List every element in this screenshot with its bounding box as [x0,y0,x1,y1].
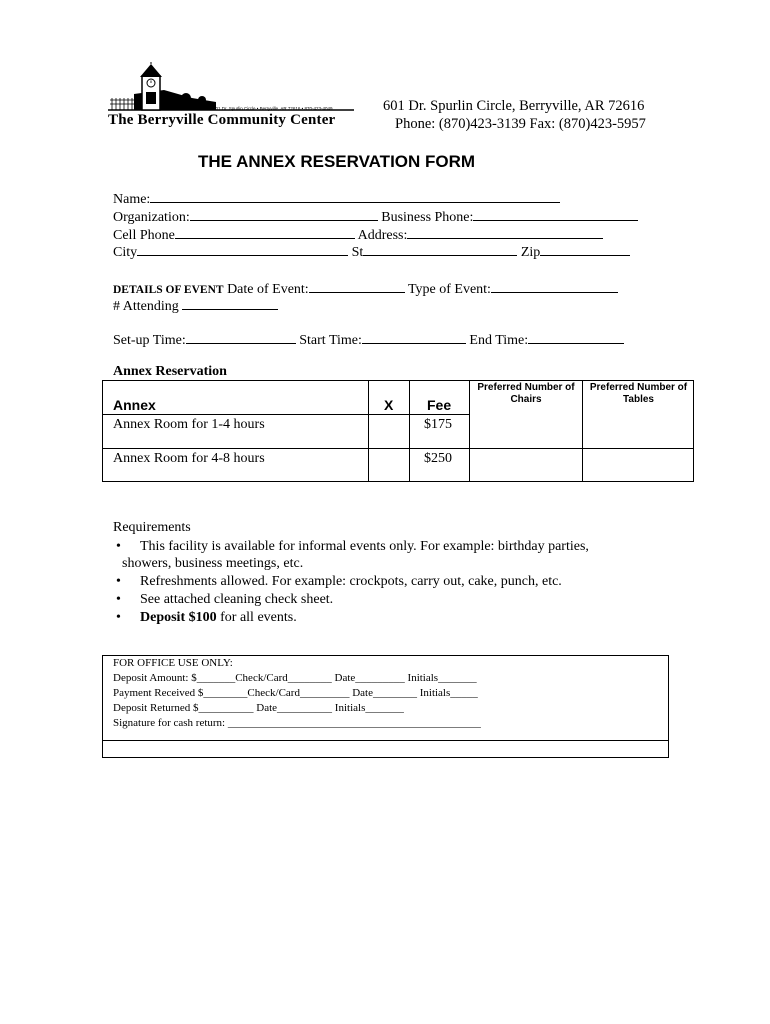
annex-reservation-title: Annex Reservation [113,364,227,379]
type-of-event-label: Type of Event: [407,282,491,297]
setup-time-label: Set-up Time: [113,333,186,348]
requirement-item-1: This facility is available for informal events only. For example: birthday parties, [140,539,589,554]
logo-small-text: 601 Dr. Spurlin Circle • Berryville, AR 72616 • 870-423-4049 [213,106,333,111]
requirement-item-4 [140,610,297,626]
cell-phone-field[interactable] [175,226,355,239]
organization-label: Organization: [113,210,190,225]
start-time-label: Start Time: [299,333,362,348]
office-deposit-returned-line: Deposit Returned $__________ Date__________ Initials_______ [113,702,404,714]
annex-row-2-label: Annex Room for 4-8 hours [113,451,265,466]
annex-row-2-select[interactable] [369,449,409,482]
logo-name: The Berryville Community Center [108,112,336,128]
state-label: St [351,245,364,260]
date-of-event-field[interactable] [309,280,405,293]
name-label: Name: [113,192,151,207]
form-title: THE ANNEX RESERVATION FORM [198,152,476,171]
fee-column-header: Fee [427,397,452,413]
times-row [113,331,624,349]
zip-field[interactable] [540,243,630,256]
address-line: 601 Dr. Spurlin Circle, Berryville, AR 72616 [383,98,645,114]
attending-label: # Attending [113,299,179,314]
name-row [113,190,560,208]
office-signature-line: Signature for cash return: ______________________________________________ [113,717,481,729]
business-phone-label: Business Phone: [381,210,474,225]
address-label: Address: [357,228,408,243]
zip-label: Zip [520,245,541,260]
bullet-icon: • [116,574,121,589]
annex-row-1-fee: $175 [424,417,452,432]
office-box-divider [102,740,669,741]
x-column-header: X [384,397,394,413]
type-of-event-field[interactable] [491,280,618,293]
annex-row-2-tables[interactable] [583,449,693,482]
requirement-item-1-cont: showers, business meetings, etc. [122,556,304,571]
date-of-event-label: Date of Event: [227,282,309,297]
name-field[interactable] [150,190,560,203]
annex-row-2-fee: $250 [424,451,452,466]
office-deposit-amount-line: Deposit Amount: $_______Check/Card________ Date_________ Initials_______ [113,672,477,684]
annex-row-1-select[interactable] [369,415,409,448]
city-field[interactable] [137,243,348,256]
phone-fax-line: Phone: (870)423-3139 Fax: (870)423-5957 [395,116,646,132]
state-field[interactable] [363,243,517,256]
bullet-icon: • [116,539,121,554]
office-use-title: FOR OFFICE USE ONLY: [113,657,233,669]
attending-row [113,297,278,315]
end-time-label: End Time: [469,333,529,348]
bullet-icon: • [116,592,121,607]
organization-field[interactable] [190,208,378,221]
table-divider [102,414,469,415]
annex-column-header: Annex [113,397,156,413]
end-time-field[interactable] [528,331,624,344]
table-divider [409,380,410,482]
city-label: City [113,245,138,260]
organization-row [113,208,638,226]
annex-row-1-label: Annex Room for 1-4 hours [113,417,265,432]
cell-phone-label: Cell Phone [113,228,175,243]
annex-row-1-tables[interactable] [583,415,693,448]
annex-row-2-chairs[interactable] [470,449,582,482]
city-row [113,243,630,261]
deposit-amount-bold: Deposit $100 [140,610,217,625]
business-phone-field[interactable] [473,208,638,221]
requirement-item-2: Refreshments allowed. For example: crockpots, carry out, cake, punch, etc. [140,574,562,589]
setup-time-field[interactable] [186,331,296,344]
attending-field[interactable] [182,297,278,310]
chairs-column-header: Preferred Number of Chairs [477,382,575,405]
deposit-amount-rest: for all events. [216,610,297,625]
cell-phone-row [113,226,603,244]
address-field[interactable] [407,226,603,239]
event-date-row [113,280,618,298]
annex-row-1-chairs[interactable] [470,415,582,448]
start-time-field[interactable] [362,331,466,344]
requirements-title: Requirements [113,520,191,535]
requirement-item-3: See attached cleaning check sheet. [140,592,334,607]
tables-column-header: Preferred Number of Tables [589,382,688,405]
bullet-icon: • [116,610,121,625]
office-payment-received-line: Payment Received $________Check/Card_________ Date________ Initials_____ [113,687,478,699]
details-of-event-label: DETAILS OF EVENT [113,284,224,296]
